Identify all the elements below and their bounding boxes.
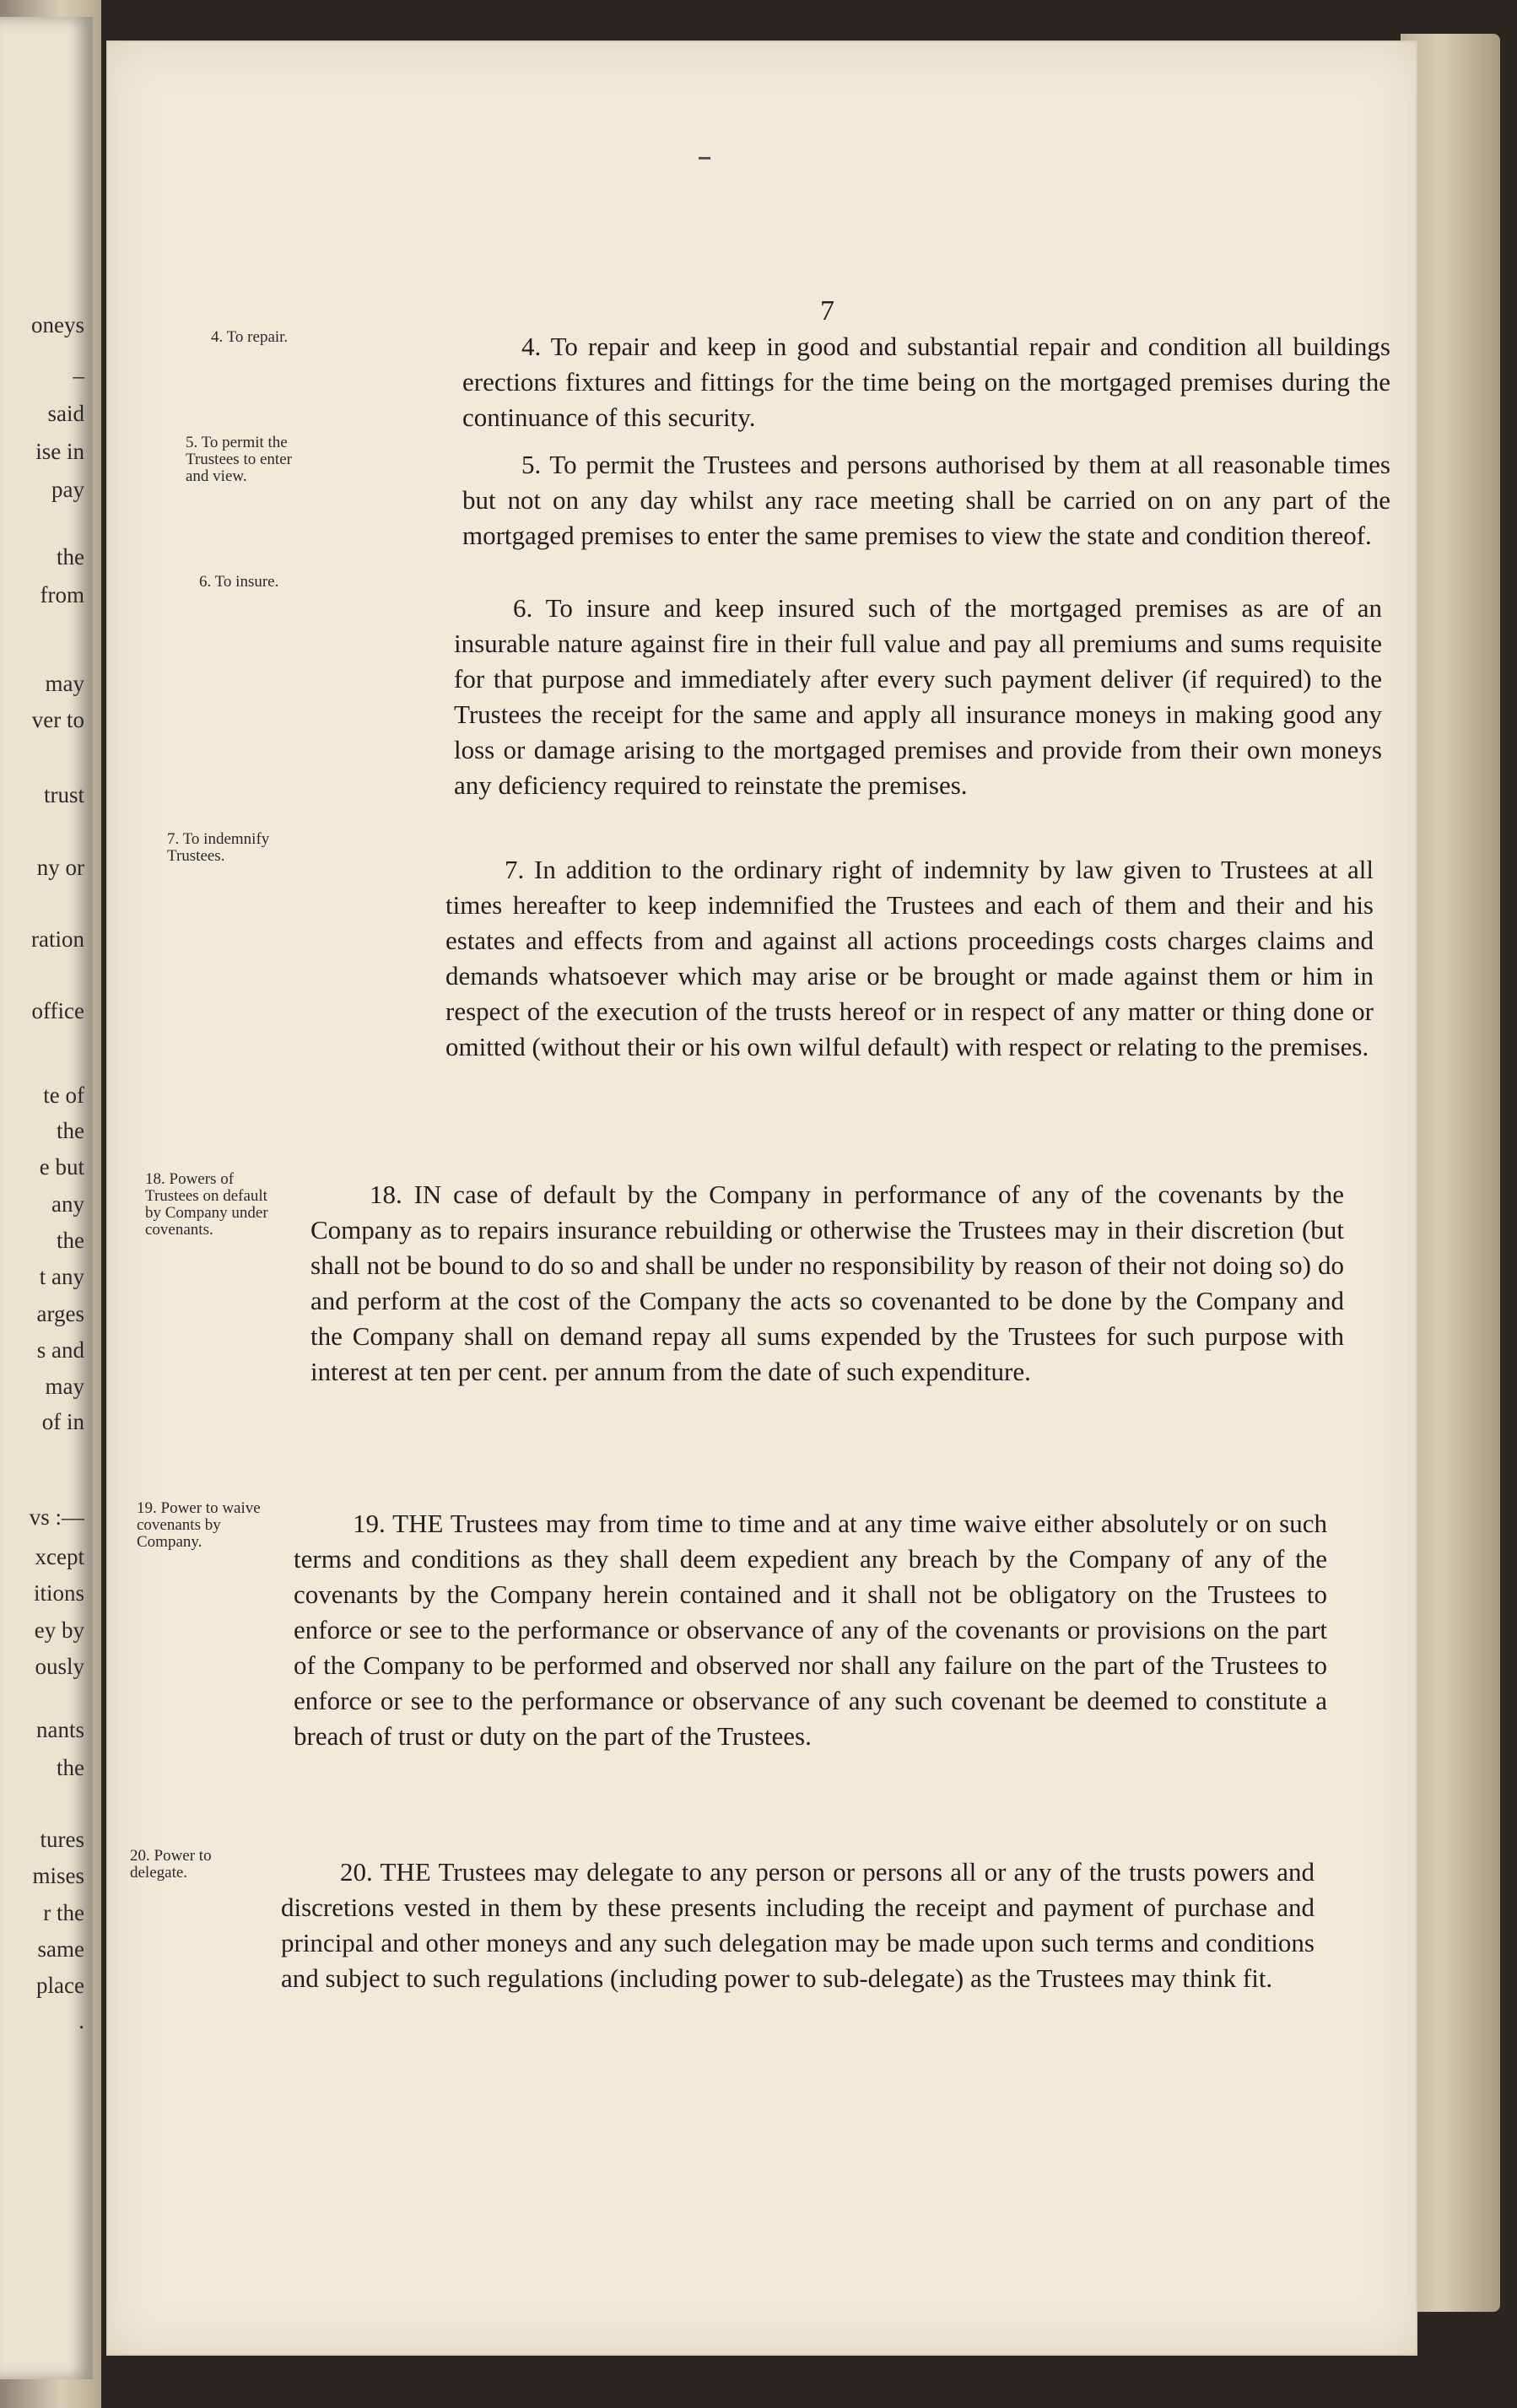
left-page-fragment: of in bbox=[41, 1409, 84, 1434]
clause-7 bbox=[445, 852, 1374, 1065]
left-page-fragment: ver to bbox=[31, 707, 84, 732]
left-page-fragment: any bbox=[51, 1191, 84, 1217]
left-page-fragment: – bbox=[73, 363, 84, 388]
left-page-fragment: ny or bbox=[36, 855, 84, 880]
left-page-fragment: from bbox=[40, 582, 84, 607]
left-page-fragment: ey by bbox=[34, 1617, 84, 1643]
clause-7-text: 7. In addition to the ordinary right of indemnity by law given to Trustees at all times hereafter to keep indemnified the Trustees and each of them and their and his estates and effects from and against all actions proceedings costs charges claims and demands whatsoever which may arise or be brought or made against them or him in respect of the execution of the trusts hereof or in respect of any matter or thing done or omitted (without their or his own wilful default) with respect or relating to the premises. bbox=[445, 855, 1374, 1061]
left-page-fragment: ration bbox=[31, 926, 84, 952]
left-page-fragment: arges bbox=[36, 1301, 84, 1326]
margin-note-delegate: 20. Power to delegate. bbox=[130, 1847, 212, 1882]
clause-19 bbox=[294, 1506, 1327, 1754]
left-page-fragment: ise in bbox=[35, 439, 84, 464]
left-page-fragment: same bbox=[37, 1936, 84, 1962]
left-page-fragment: pay bbox=[51, 477, 84, 502]
left-page-fragment: may bbox=[45, 671, 84, 696]
left-page-fragment: place bbox=[36, 1973, 84, 1998]
clause-4 bbox=[462, 329, 1390, 435]
left-page-fragment: e but bbox=[39, 1154, 84, 1180]
clause-20 bbox=[281, 1855, 1315, 1996]
clause-4-text: 4. To repair and keep in good and substantial repair and condition all buildings erections fixtures and fittings for the time being on the mortgaged premises during the continuance of this security. bbox=[462, 332, 1390, 432]
margin-note-insure: 6. To insure. bbox=[199, 573, 279, 591]
margin-note-indemnify: 7. To indemnify Trustees. bbox=[167, 830, 270, 865]
clause-6 bbox=[454, 591, 1382, 803]
left-page-fragment: oneys bbox=[31, 312, 84, 337]
left-page-fragment: trust bbox=[43, 782, 84, 807]
left-page-fragment: the bbox=[57, 1755, 84, 1780]
left-page-fragment: tures bbox=[40, 1827, 84, 1852]
left-page-fragment: xcept bbox=[35, 1544, 84, 1569]
left-page-fragment: . bbox=[78, 2008, 84, 2033]
margin-note-repair: 4. To repair. bbox=[211, 328, 289, 346]
ink-mark bbox=[699, 157, 710, 159]
clause-5-text: 5. To permit the Trustees and persons authorised by them at all reasonable times but not on any day whilst any race meeting shall be carried on on any part of the mortgaged premises to enter the same premises to view the state and condition thereof. bbox=[462, 450, 1390, 550]
left-page-edge bbox=[0, 17, 93, 2379]
left-page-fragment: office bbox=[31, 998, 84, 1023]
left-page-fragment: mises bbox=[32, 1863, 84, 1888]
left-page-fragment: may bbox=[45, 1374, 84, 1399]
document-page bbox=[108, 42, 1416, 2354]
clause-6-text: 6. To insure and keep insured such of the mortgaged premises as are of an insurable nature against fire in their full value and pay all premiums and sums requisite for that purpose and immediately after every such payment deliver (if required) to the Trustees the receipt for the same and apply all insurance moneys in making good any loss or damage arising to the mortgaged premises and provide from their own moneys any deficiency required to reinstate the premises. bbox=[454, 593, 1382, 800]
margin-note-powers-default: 18. Powers of Trustees on default by Company under covenants. bbox=[145, 1170, 268, 1239]
clause-20-text: 20. THE Trustees may delegate to any person or persons all or any of the trusts powers and discretions vested in them by these presents including the receipt and payment of purchase and principal and other moneys and any such delegation may be made upon such terms and conditions and subject to such regulations (including power to sub-delegate) as the Trustees may think fit. bbox=[281, 1857, 1315, 1993]
page-number: 7 bbox=[820, 295, 834, 327]
left-page-fragment: said bbox=[47, 401, 84, 426]
left-page-fragment: s and bbox=[36, 1337, 84, 1363]
left-page-fragment: vs :— bbox=[29, 1504, 84, 1530]
margin-note-permit: 5. To permit the Trustees to enter and view. bbox=[186, 434, 292, 485]
left-page-fragment: ously bbox=[35, 1654, 84, 1679]
left-page-fragment: the bbox=[57, 1228, 84, 1253]
clause-5 bbox=[462, 447, 1390, 553]
left-page-fragment: the bbox=[57, 544, 84, 570]
clause-19-text: 19. THE Trustees may from time to time and at any time waive either absolutely or on such terms and conditions as they shall deem expedient any breach by the Company of any of the covenants by the Company herein contained and it shall not be obligatory on the Trustees to enforce or see to the performance or observance of any of the covenants or provisions on the part of the Company to be performed and observed nor shall any failure on the part of the Trustees to enforce or see to the performance or observance of any such covenant be deemed to constitute a breach of trust or duty on the part of the Trustees. bbox=[294, 1509, 1327, 1751]
left-page-fragment: te of bbox=[43, 1083, 84, 1108]
left-page-fragment: itions bbox=[33, 1580, 84, 1606]
left-page-fragment: nants bbox=[36, 1717, 84, 1742]
left-page-fragment: r the bbox=[43, 1900, 84, 1925]
margin-note-waive: 19. Power to waive covenants by Company. bbox=[137, 1499, 261, 1551]
clause-18 bbox=[310, 1177, 1344, 1390]
clause-18-text: 18. IN case of default by the Company in performance of any of the covenants by the Company as to repairs insurance rebuilding or otherwise the Trustees may in their discretion (but shall not be bound to do so and shall be under no responsibility by reason of their not doing so) do and perform at the cost of the Company the acts so covenanted to be done by the Company and the Company shall on demand repay all sums expended by the Trustees for such purpose with interest at ten per cent. per annum from the date of such expenditure. bbox=[310, 1180, 1344, 1386]
left-page-fragment: t any bbox=[39, 1264, 84, 1289]
left-page-fragment: the bbox=[57, 1118, 84, 1143]
